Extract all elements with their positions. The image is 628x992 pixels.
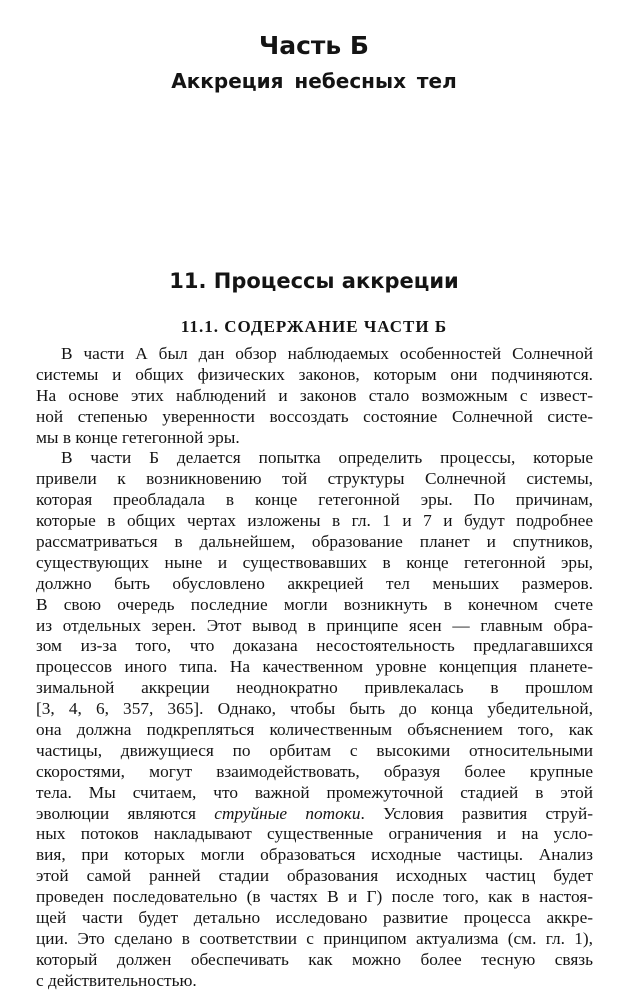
text-line: В свою очередь последние могли возникнуть в конечном счете — [36, 594, 593, 614]
body-text — [36, 344, 593, 992]
text-line: ции. Это сделано в соответствии с принципом актуализма (см. гл. 1), — [36, 928, 593, 948]
paragraph — [36, 344, 593, 448]
text-line: эволюции являются струйные потоки. Условия развития струй- — [36, 803, 593, 823]
text-line: щей части будет детально исследовано развитие процесса аккре- — [36, 908, 593, 928]
text-line: вия, при которых могли образоваться исходные частицы. Анализ — [36, 845, 593, 865]
text-line: рассматриваться в дальнейшем, образование планет и спутников, — [36, 532, 593, 552]
text-line: частицы, движущиеся по орбитам с высокими относительными — [36, 740, 593, 760]
text-line: мы в конце гетегонной эры. — [36, 427, 240, 447]
text-line: она должна подкрепляться количественным объяснением того, как — [36, 720, 593, 740]
text-line: зимальной аккреции неоднократно привлекалась в прошлом — [36, 678, 593, 698]
text-line: должно быть обусловлено аккрецией тел меньших размеров. — [36, 573, 593, 593]
paragraph — [36, 448, 593, 991]
text-line: [3, 4, 6, 357, 365]. Однако, чтобы быть до конца убедительной, — [36, 699, 593, 719]
text-line: проведен последовательно (в частях В и Г) после того, как в настоя- — [36, 887, 593, 907]
emphasis-term: струйные потоки — [214, 803, 361, 823]
text-line: системы и общих физических законов, которым они подчиняются. — [36, 364, 593, 384]
chapter-title: 11. Процессы аккреции — [169, 269, 459, 293]
text-line: процессов иного типа. На качественном уровне концепция планете- — [36, 657, 593, 677]
part-label: Часть Б — [259, 31, 369, 60]
text-line: скоростями, могут взаимодействовать, образуя более крупные — [36, 761, 593, 781]
text-line: В части Б делается попытка определить процессы, которые — [61, 448, 593, 468]
text-line: этой самой ранней стадии образования исходных частиц будет — [36, 866, 593, 886]
text-line: привели к возникновению той структуры Солнечной системы, — [36, 469, 593, 489]
text-line: тела. Мы считаем, что важной промежуточной стадией в этой — [36, 782, 593, 802]
text-line: В части А был дан обзор наблюдаемых особенностей Солнечной — [61, 344, 593, 363]
text-line: которые в общих чертах изложены в гл. 1 и 7 и будут подробнее — [36, 511, 593, 531]
text-line: зом из-за того, что доказана несостоятельность предлагавшихся — [36, 636, 593, 656]
text-line: из отдельных зерен. Этот вывод в принципе ясен — главным обра- — [36, 615, 593, 635]
text-line: ных потоков накладывают существенные ограничения и на усло- — [36, 824, 593, 844]
text-line: которая преобладала в конце гетегонной эры. По причинам, — [36, 490, 593, 510]
text-line: с действительностью. — [36, 970, 197, 990]
text-line: ной степенью уверенности воссоздать состояние Солнечной систе- — [36, 406, 593, 426]
text-line: который должен обеспечивать как можно более тесную связь — [36, 949, 593, 969]
part-title: Аккреция небесных тел — [171, 69, 457, 93]
text-line: существующих ныне и существовавших в конце гетегонной эры, — [36, 552, 593, 572]
section-title: 11.1. СОДЕРЖАНИЕ ЧАСТИ Б — [180, 317, 448, 336]
text-line: На основе этих наблюдений и законов стало возможным с извест- — [36, 385, 593, 405]
